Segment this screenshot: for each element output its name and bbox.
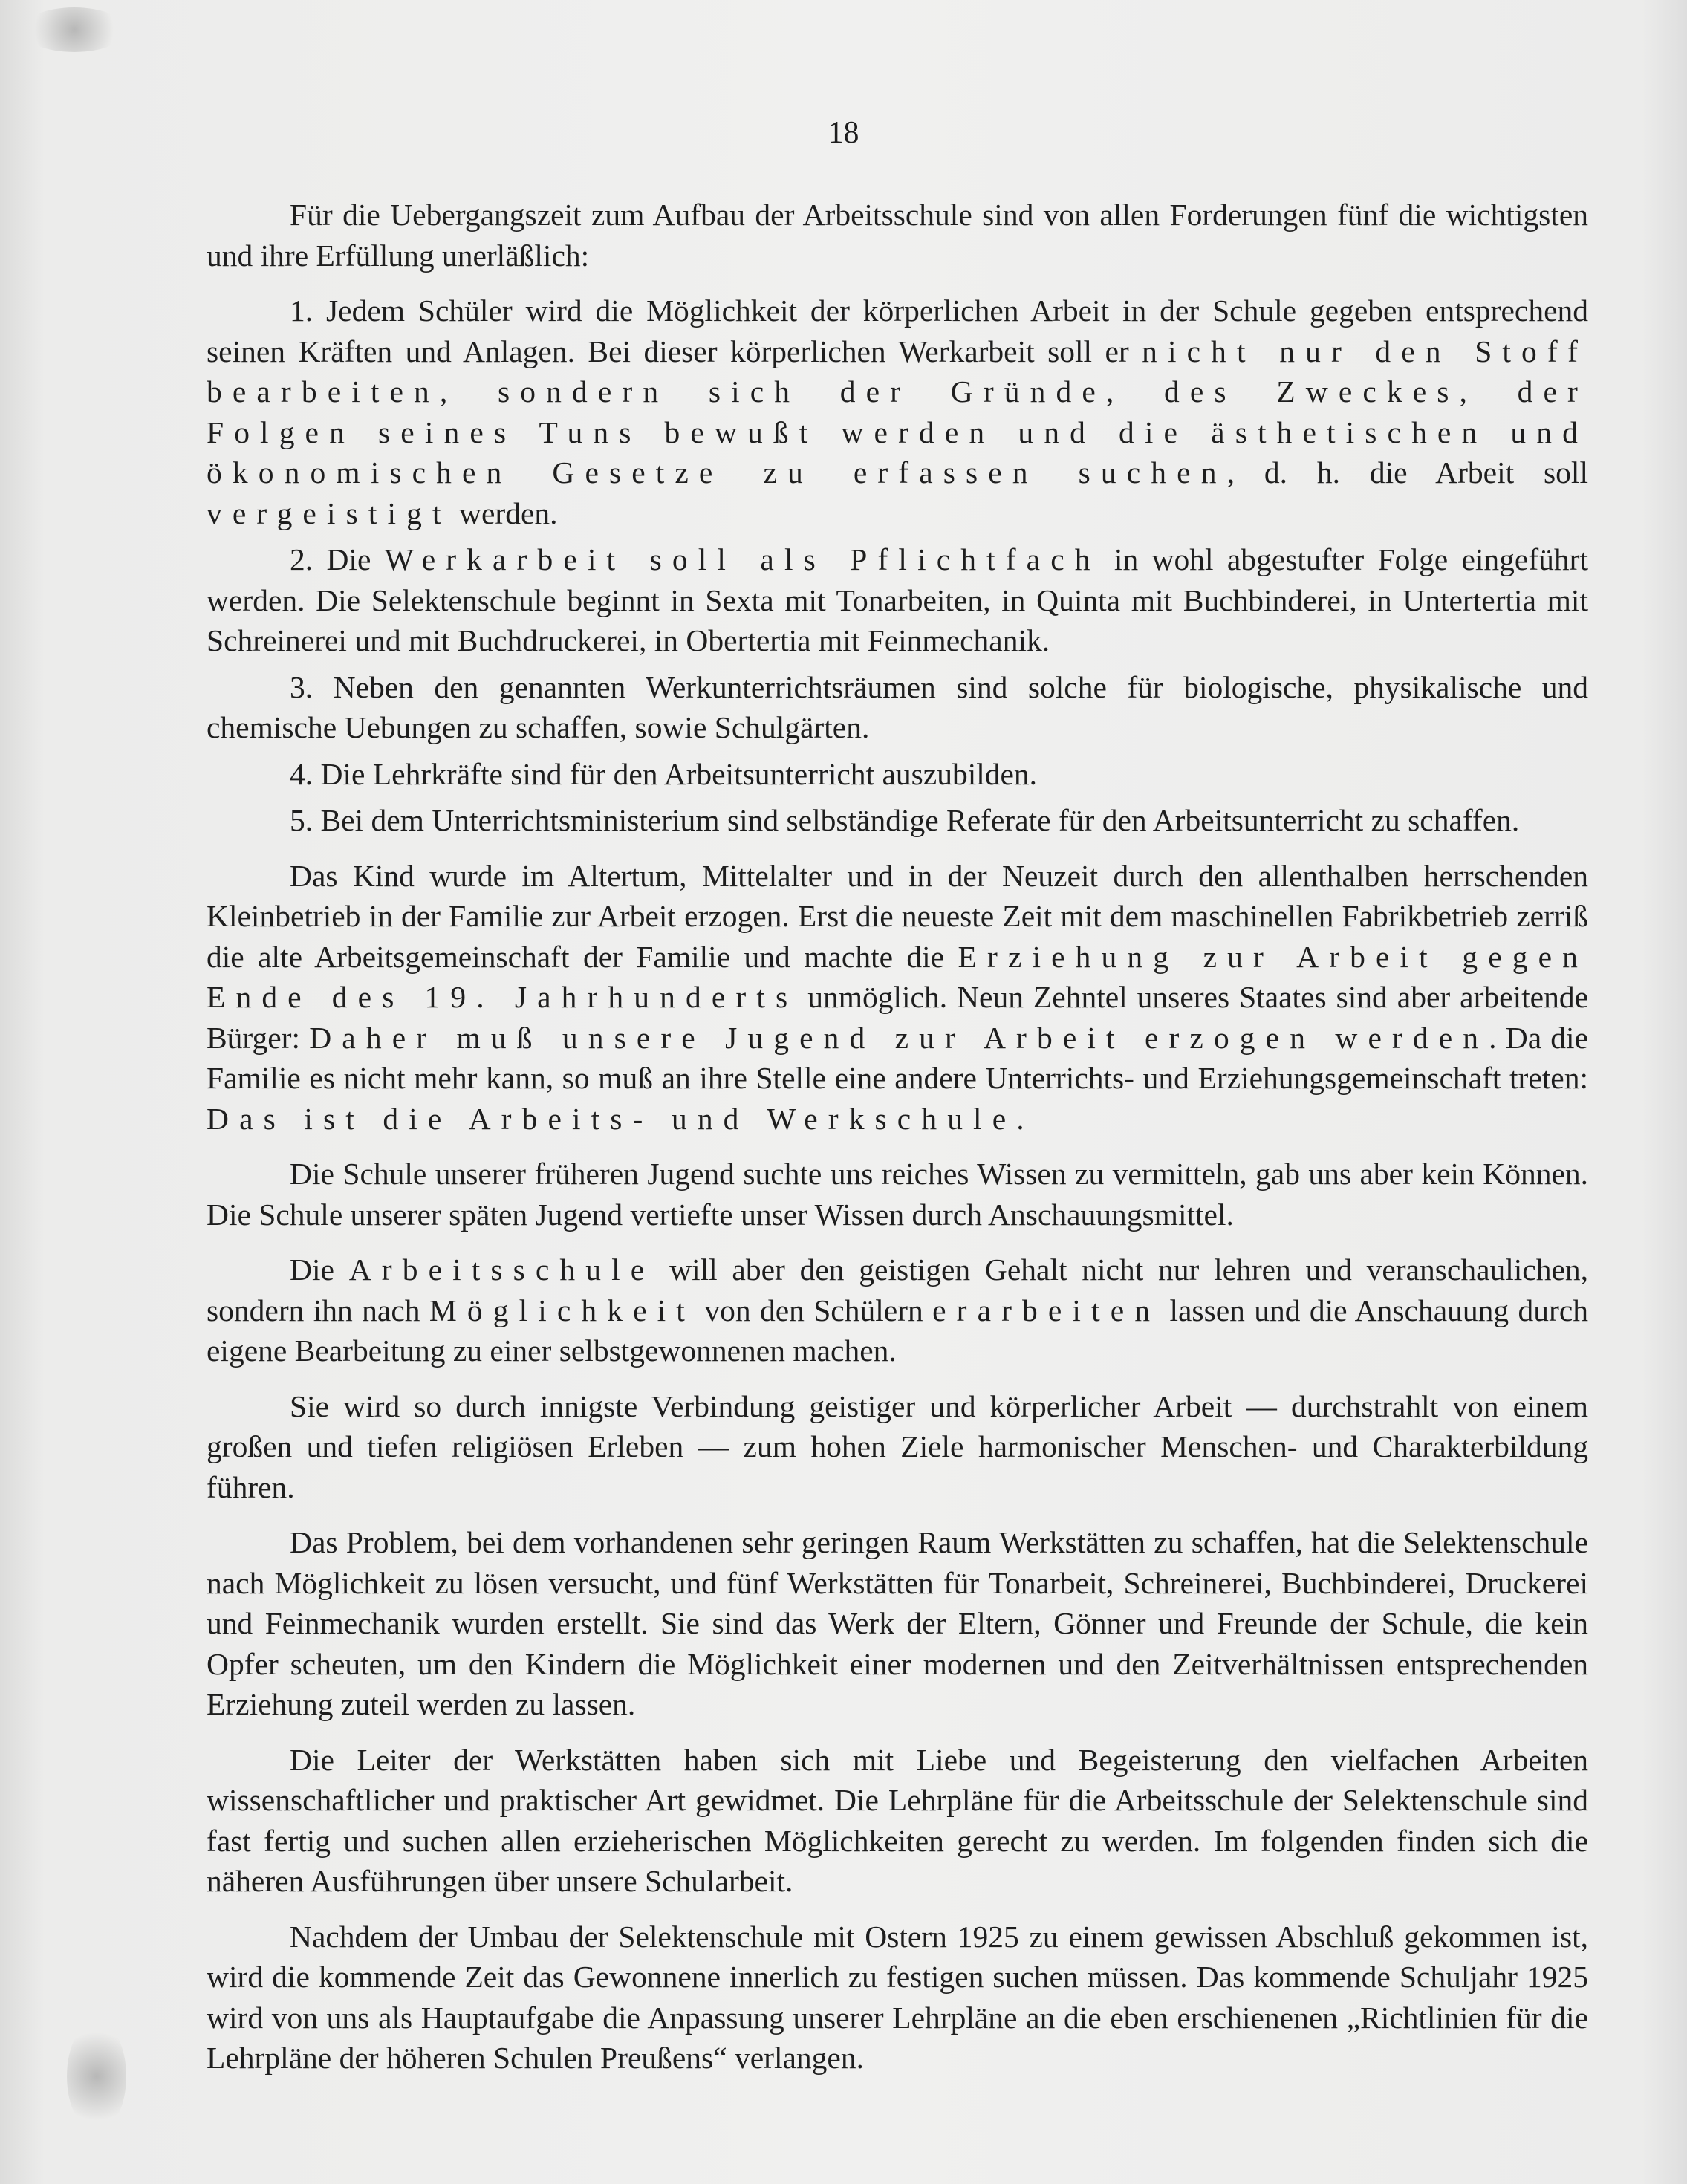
stain-mark: [67, 2021, 126, 2132]
text-run: , d. h. die Arbeit soll: [1226, 455, 1588, 490]
demand-2: [207, 539, 1588, 661]
body-text: [207, 195, 1588, 2093]
paragraph-workshops: [207, 1522, 1588, 1725]
spaced-emphasis: Arbeitsschule: [348, 1252, 655, 1287]
text-run: Nachdem der Umbau der Selektenschule mit Ostern 1925 zu einem gewissen Abschluß gekommen ist, wird die kommende Zeit das Gewonnene innerlich zu festigen suchen müssen. Das kommende Schuljahr 1925 wird von uns als Hauptaufgabe die Anpassung unserer Lehrpläne an die eben erschienenen „Richtlinien für die Lehrpläne der höheren Schulen Preußens“ verlangen.: [207, 1919, 1588, 2075]
text-run: unmöglich. Neun Zehntel unseres Staates sind aber arbeitende Bürger:: [207, 980, 1588, 1055]
text-run: lassen und die Anschauung durch eigene Bearbeitung zu einer selbstgewonnenen machen.: [207, 1293, 1588, 1368]
text-run: 3. Neben den genannten Werkunterrichtsräumen sind solche für biologische, physikalische und chemische Uebungen zu schaffen, sowie Schulgärten.: [207, 669, 1588, 744]
text-run: in wohl abgestufter Folge eingeführt werden. Die Selektenschule beginnt in Sexta mit Tonarbeiten, in Quinta mit Buchbinderei, in Untertertia mit Schreinerei und mit Buchdruckerei, in Obertertia mit Feinmechanik.: [207, 542, 1588, 657]
spaced-emphasis: Das ist die Arbeits- und Werkschule: [207, 1101, 1017, 1136]
text-run: Die Leiter der Werkstätten haben sich mit Liebe und Begeisterung den vielfachen Arbeiten wissenschaftlicher und praktischer Art gewidmet. Die Lehrpläne für die Arbeitsschule der Selektenschule sind fast fertig und suchen allen erzieherischen Möglichkeiten gerecht zu werden. Im folgenden finden sich die näheren Ausführungen über unsere Schularbeit.: [207, 1742, 1588, 1898]
paragraph-arbeitsschule: [207, 1249, 1588, 1371]
demand-3: [207, 667, 1588, 748]
text-run: Das Kind wurde im Altertum, Mittelalter und in der Neuzeit durch den allenthalben herrschenden Kleinbetrieb in der Familie zur Arbeit erzogen. Erst die neueste Zeit mit dem maschinellen Fabrikbetrieb zerriß die alte Arbeitsgemeinschaft der Familie und machte die: [207, 858, 1588, 974]
text-run: 2. Die: [290, 542, 385, 576]
text-run: Für die Uebergangszeit zum Aufbau der Arbeitsschule sind von allen Forderungen fünf die wichtigsten und ihre Erfüllung unerläßlich:: [207, 198, 1588, 273]
text-run: Die: [290, 1252, 349, 1287]
text-run: 1. Jedem Schüler wird die Möglichkeit der körperlichen Arbeit in der Schule gegeben entsprechend seinen Kräften und Anlagen. Bei dieser körperlichen Werkarbeit soll er: [207, 293, 1588, 368]
paragraph-former-school: [207, 1154, 1588, 1235]
text-run: .: [1016, 1101, 1024, 1136]
demand-1: [207, 290, 1588, 533]
paragraph-history: [207, 856, 1588, 1140]
stain-mark: [22, 7, 126, 52]
spaced-emphasis: Möglichkeit: [429, 1293, 695, 1327]
text-run: Sie wird so durch innigste Verbindung geistiger und körperlicher Arbeit — durchstrahlt von einem großen und tiefen religiösen Erleben — zum hohen Ziele harmonischer Menschen- und Charakterbildung führen.: [207, 1388, 1588, 1504]
spaced-emphasis: nicht nur den Stoff bearbeiten, sondern sich der Gründe, des Zweckes, der Folgen seines Tuns bewußt werden und die ästhetischen und ökonomischen Gesetze zu erfassen suchen: [207, 334, 1589, 490]
text-run: Die Schule unserer früheren Jugend suchte uns reiches Wissen zu vermitteln, gab uns aber kein Können. Die Schule unserer späten Jugend vertiefte unser Wissen durch Anschauungsmittel.: [207, 1157, 1588, 1232]
spaced-emphasis: Daher muß unsere Jugend zur Arbeit erzogen werden: [309, 1020, 1489, 1055]
text-run: werden.: [451, 495, 558, 530]
spaced-emphasis: Werkarbeit soll als Pflichtfach: [384, 542, 1101, 576]
text-run: 4. Die Lehrkräfte sind für den Arbeitsunterricht auszubilden.: [290, 756, 1038, 791]
page-number: 18: [828, 116, 859, 150]
demand-4: [207, 754, 1588, 795]
spaced-emphasis: erarbeiten: [932, 1293, 1161, 1327]
text-run: 5. Bei dem Unterrichtsministerium sind selbständige Referate für den Arbeitsunterricht zu schaffen.: [290, 803, 1520, 837]
text-run: von den Schülern: [695, 1293, 933, 1327]
text-run: Das Problem, bei dem vorhandenen sehr geringen Raum Werkstätten zu schaffen, hat die Selektenschule nach Möglichkeit zu lösen versucht, und fünf Werkstätten für Tonarbeit, Schreinerei, Buchbinderei, Druckerei und Feinmechanik wurden erstellt. Sie sind das Werk der Eltern, Gönner und Freunde der Schule, die kein Opfer scheuten, um den Kindern die Möglichkeit einer modernen und den Zeitverhältnissen entsprechenden Erziehung zuteil werden zu lassen.: [207, 1525, 1588, 1721]
demand-5: [207, 800, 1588, 841]
spaced-emphasis: vergeistigt: [207, 495, 452, 530]
paragraph-goal: [207, 1386, 1588, 1508]
text-run: . Da die Familie es nicht mehr kann, so muß an ihre Stelle eine andere Unterrichts- und Erziehungsgemeinschaft treten:: [207, 1020, 1588, 1095]
paragraph-intro: [207, 195, 1588, 276]
spaced-emphasis: Erziehung zur Arbeit gegen Ende des 19. Jahrhunderts: [207, 939, 1588, 1014]
paragraph-curricula: [207, 1740, 1588, 1902]
paragraph-outlook: [207, 1917, 1588, 2079]
text-run: will aber den geistigen Gehalt nicht nur lehren und veranschaulichen, sondern ihn nach: [207, 1252, 1589, 1327]
